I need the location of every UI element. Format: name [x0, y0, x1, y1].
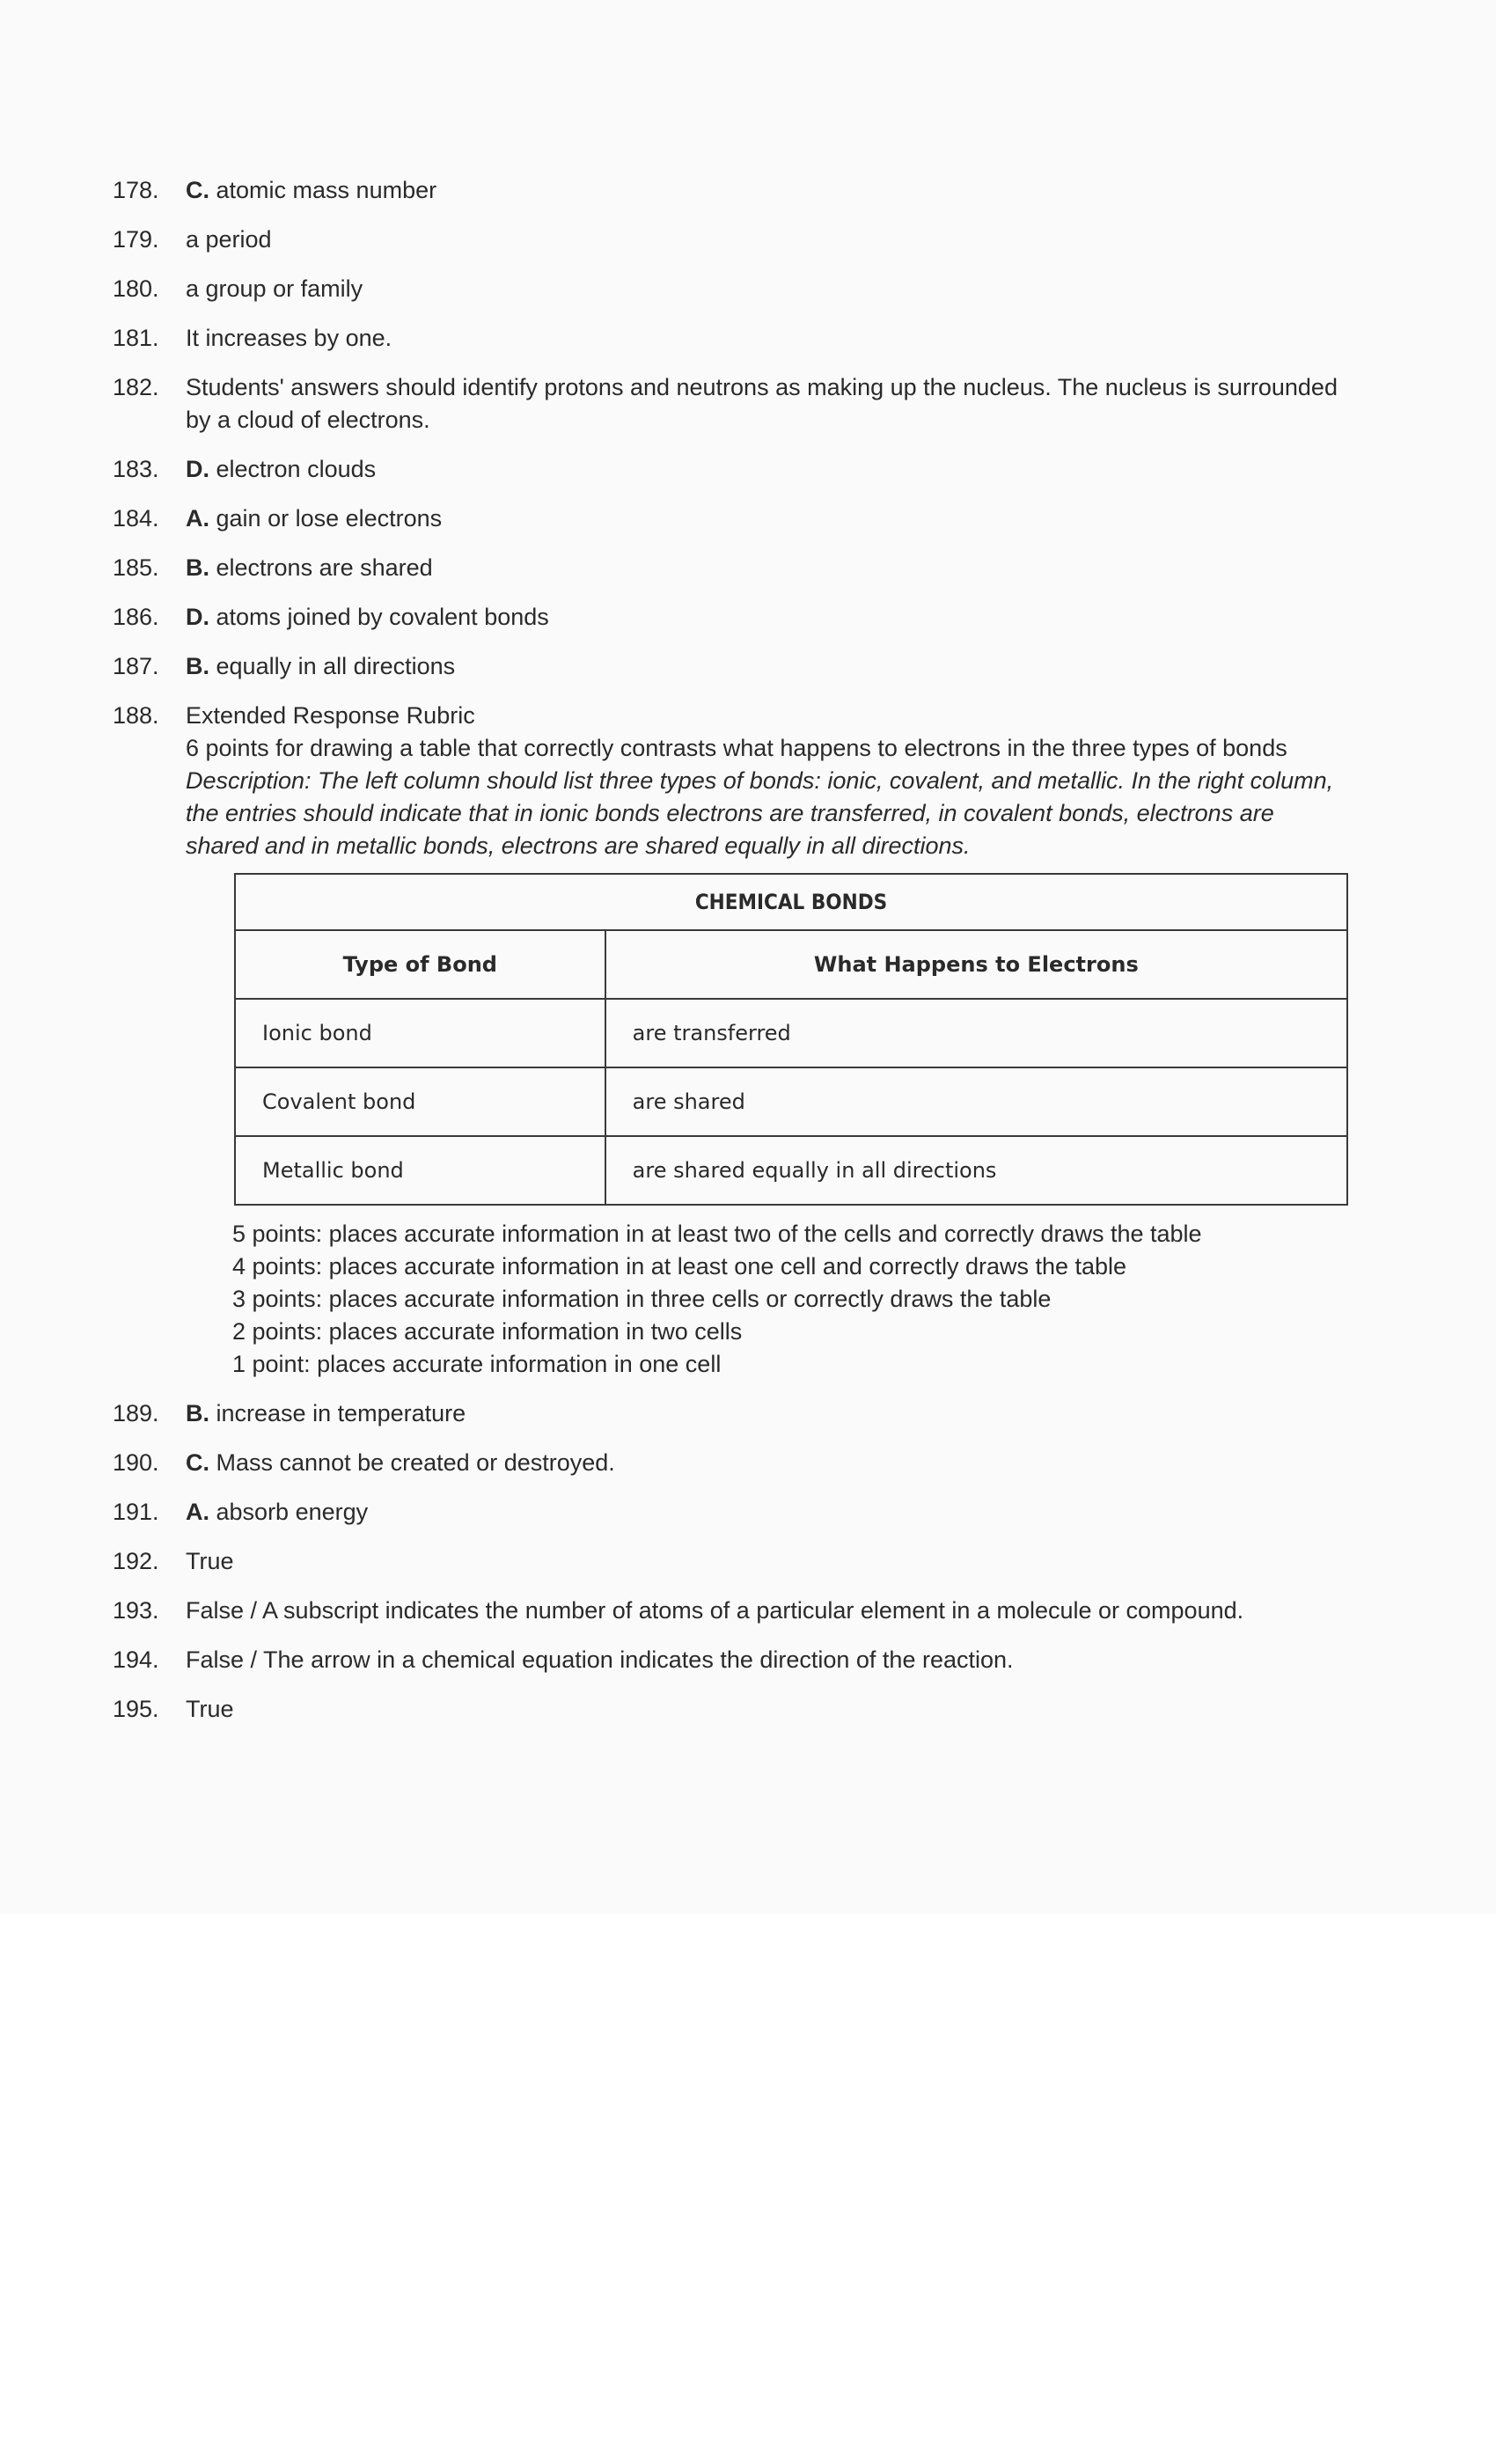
answer-item — [113, 1693, 1345, 1726]
answer-item — [113, 1496, 1345, 1529]
table-caption: CHEMICAL BONDS — [235, 874, 1347, 930]
answer-letter: A. — [186, 1499, 209, 1525]
item-number: 195. — [113, 1696, 159, 1722]
item-number: 190. — [113, 1449, 159, 1476]
item-number: 189. — [113, 1400, 159, 1426]
answer-value: a group or family — [186, 275, 363, 302]
table-row — [235, 1067, 1347, 1136]
answer-item — [113, 552, 1345, 584]
answer-item — [113, 1447, 1345, 1479]
answer-value: Students' answers should identify protons and neutrons as making up the nucleus. The nucleus is surrounded by a cloud of electrons. — [186, 374, 1338, 433]
answer-value: True — [186, 1696, 234, 1722]
table-caption-row — [235, 874, 1347, 930]
answer-value: electrons are shared — [216, 554, 433, 581]
answer-letter: D. — [186, 456, 209, 482]
answer-value: It increases by one. — [186, 325, 392, 351]
bond-type-cell: Ionic bond — [235, 999, 605, 1067]
answer-item — [113, 1545, 1345, 1578]
item-number: 194. — [113, 1646, 159, 1673]
answer-value: a period — [186, 226, 272, 253]
answer-item — [113, 1595, 1345, 1627]
item-number: 179. — [113, 226, 159, 253]
rubric-body — [186, 700, 1348, 1381]
answer-value: gain or lose electrons — [216, 505, 443, 532]
chemical-bonds-table — [234, 873, 1348, 1206]
table-header-row — [235, 930, 1347, 999]
answer-text — [186, 1397, 1345, 1430]
answer-text — [186, 453, 1345, 486]
answer-letter: D. — [186, 604, 209, 630]
answer-text — [186, 552, 1345, 584]
answer-item — [113, 1397, 1345, 1430]
answer-value: Mass cannot be created or destroyed. — [216, 1449, 615, 1476]
bond-type-cell: Metallic bond — [235, 1136, 605, 1205]
table-row — [235, 999, 1347, 1067]
column-header: What Happens to Electrons — [605, 930, 1347, 999]
answer-value: increase in temperature — [216, 1400, 466, 1426]
answer-item — [113, 453, 1345, 486]
answer-value: electron clouds — [216, 456, 377, 482]
answer-item — [113, 650, 1345, 683]
rubric-point: 1 point: places accurate information in one cell — [232, 1351, 722, 1377]
answer-text — [186, 1447, 1345, 1479]
rubric-points-list — [232, 1218, 1348, 1381]
answer-letter: C. — [186, 177, 209, 203]
answer-value: atoms joined by covalent bonds — [216, 604, 549, 630]
answer-item — [113, 224, 1345, 256]
electron-behavior-cell: are shared — [605, 1067, 1347, 1136]
rubric-item — [113, 700, 1345, 1381]
rubric-title: Extended Response Rubric — [186, 702, 475, 729]
item-number: 182. — [113, 374, 159, 400]
column-header: Type of Bond — [235, 930, 605, 999]
answer-text — [186, 601, 1345, 634]
item-number: 193. — [113, 1597, 159, 1624]
rubric-point: 4 points: places accurate information in at least one cell and correctly draws the table — [232, 1253, 1127, 1280]
item-number: 187. — [113, 653, 159, 679]
answer-item — [113, 1644, 1345, 1676]
rubric-six-points: 6 points for drawing a table that correctly contrasts what happens to electrons in the three types of bonds — [186, 735, 1287, 761]
answer-value: False / The arrow in a chemical equation indicates the direction of the reaction. — [186, 1646, 1014, 1673]
table-row — [235, 1136, 1347, 1205]
answer-letter: B. — [186, 554, 209, 581]
item-number: 186. — [113, 604, 159, 630]
item-number: 191. — [113, 1499, 159, 1525]
bond-type-cell: Covalent bond — [235, 1067, 605, 1136]
item-number: 192. — [113, 1548, 159, 1574]
rubric-point: 5 points: places accurate information in at least two of the cells and correctly draws the table — [232, 1221, 1202, 1247]
answer-letter: A. — [186, 505, 209, 532]
item-number: 180. — [113, 275, 159, 302]
answer-item — [113, 502, 1345, 535]
rubric-point: 2 points: places accurate information in two cells — [232, 1318, 743, 1345]
answer-text — [186, 174, 1345, 207]
answer-item — [113, 322, 1345, 355]
answer-text — [186, 1496, 1345, 1529]
answer-value: atomic mass number — [216, 177, 437, 203]
answer-text — [186, 650, 1345, 683]
answer-value: True — [186, 1548, 234, 1574]
rubric-description: Description: The left column should list three types of bonds: ionic, covalent, and metallic. In the right column, the entries should indicate that in ionic bonds electrons are transferred, in covalent bonds, electrons are shared and in metallic bonds, electrons are shared equally in all directions. — [186, 767, 1334, 859]
rubric-point: 3 points: places accurate information in three cells or correctly draws the table — [232, 1286, 1052, 1312]
answer-item — [113, 273, 1345, 305]
answer-value: equally in all directions — [216, 653, 456, 679]
item-number: 188. — [113, 702, 159, 729]
answer-letter: C. — [186, 1449, 209, 1476]
electron-behavior-cell: are transferred — [605, 999, 1347, 1067]
answer-letter: B. — [186, 1400, 209, 1426]
answer-value: absorb energy — [216, 1499, 369, 1525]
answer-key — [113, 174, 1345, 1742]
answer-item — [113, 601, 1345, 634]
item-number: 183. — [113, 456, 159, 482]
item-number: 184. — [113, 505, 159, 532]
answer-item — [113, 174, 1345, 207]
answer-item — [113, 371, 1345, 436]
answer-value: False / A subscript indicates the number of atoms of a particular element in a molecule or compound. — [186, 1597, 1244, 1624]
electron-behavior-cell: are shared equally in all directions — [605, 1136, 1347, 1205]
item-number: 185. — [113, 554, 159, 581]
item-number: 181. — [113, 325, 159, 351]
answer-text — [186, 502, 1345, 535]
answer-letter: B. — [186, 653, 209, 679]
item-number: 178. — [113, 177, 159, 203]
